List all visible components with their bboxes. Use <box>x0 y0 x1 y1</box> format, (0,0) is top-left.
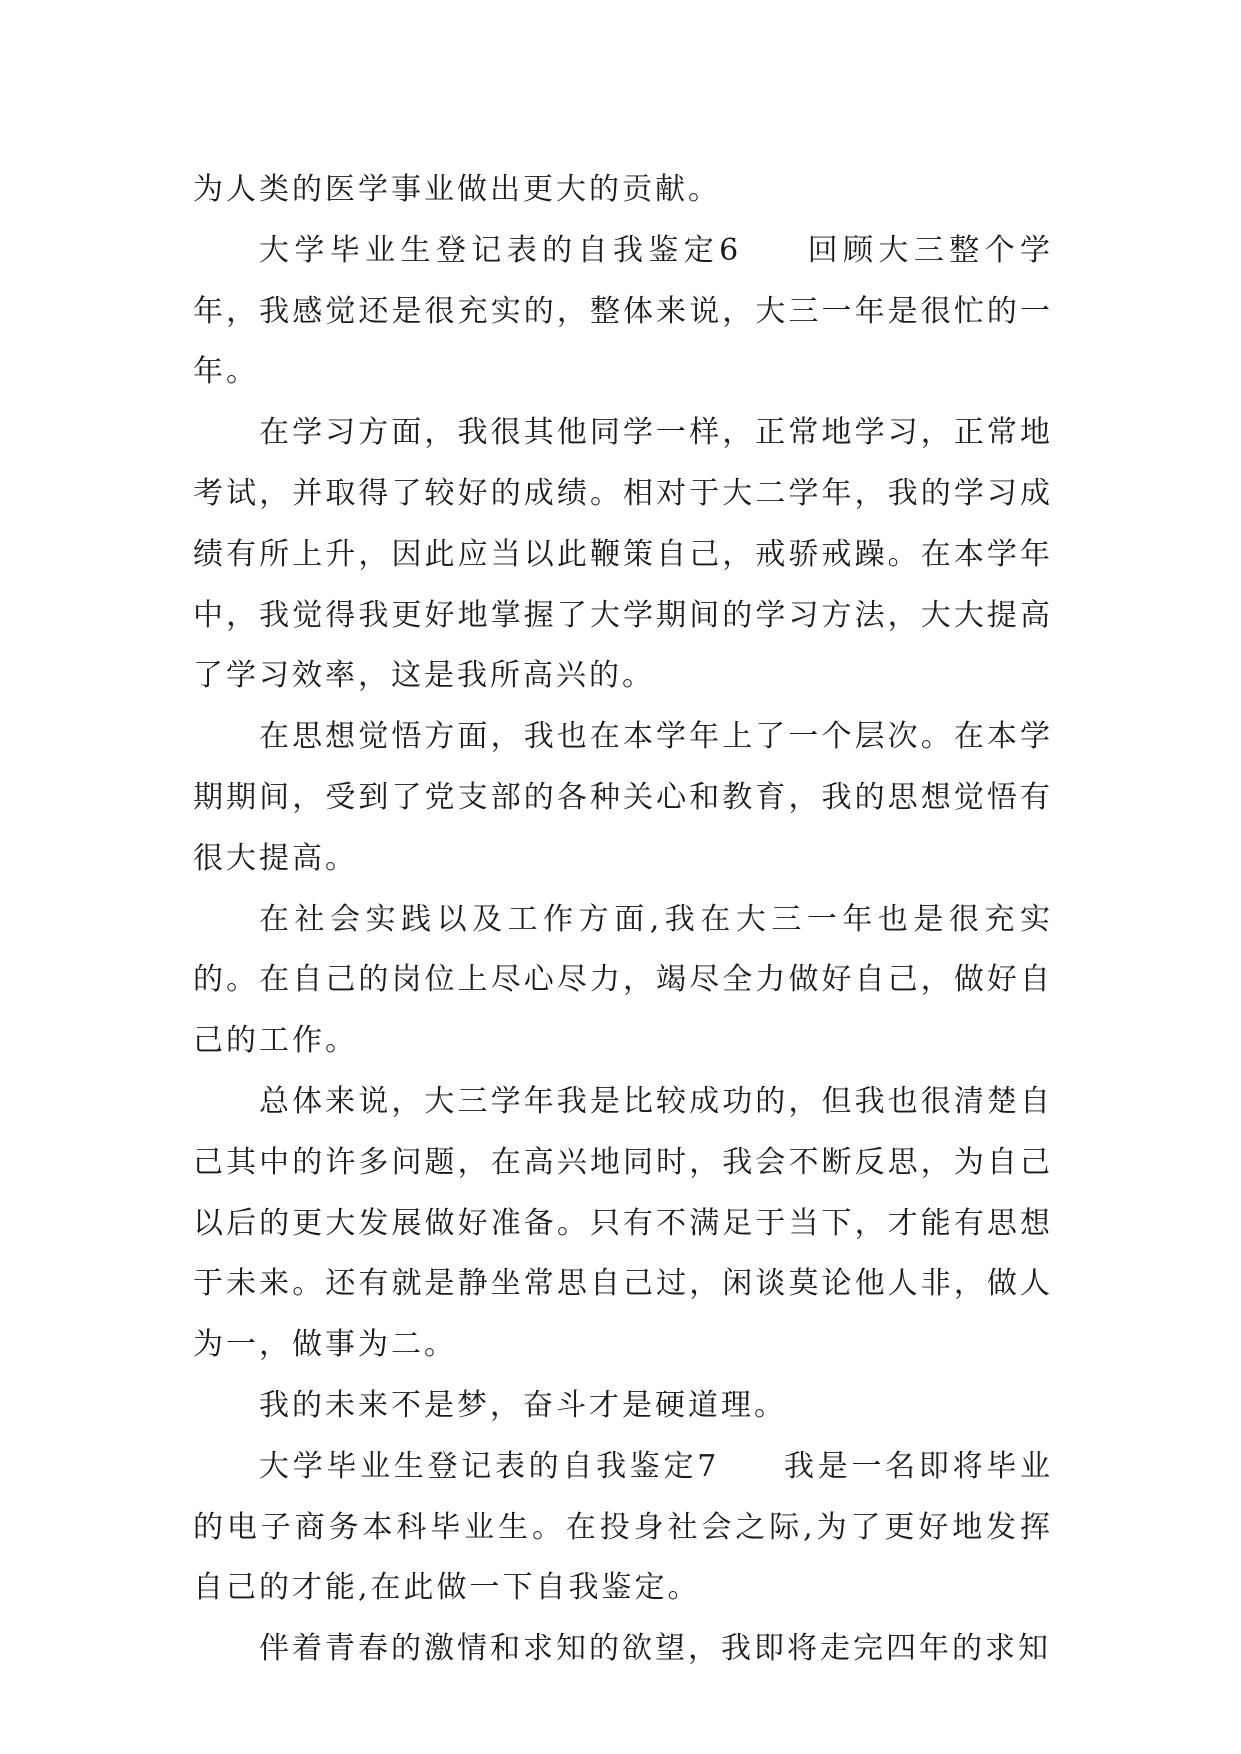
document-body <box>193 160 1053 1680</box>
paragraph-with-heading <box>193 221 1053 403</box>
paragraph <box>193 403 1053 707</box>
paragraph-text: 为人类的医学事业做出更大的贡献。 <box>193 172 721 207</box>
paragraph-text: 我的未来不是梦，奋斗才是硬道理。 <box>259 1387 787 1423</box>
paragraph-text: 伴着青春的激情和求知的欲望，我即将走完四年的求知 <box>259 1631 1051 1667</box>
paragraph-text: 我是一名即将毕业的电子商务本科毕业生。在投身社会之际,为了更好地发挥自己的才能,在此做一下自我鉴定。 <box>193 1448 1054 1606</box>
paragraph-text: 在学习方面，我很其他同学一样，正常地学习，正常地考试，并取得了较好的成绩。相对于大二学年，我的学习成绩有所上升，因此应当以此鞭策自己，戒骄戒躁。在本学年中，我觉得我更好地掌握了大学期间的学习方法，大大提高了学习效率，这是我所高兴的。 <box>193 415 1053 694</box>
paragraph-text: 总体来说，大三学年我是比较成功的，但我也很清楚自己其中的许多问题，在高兴地同时，我会不断反思，为自己以后的更大发展做好准备。只有不满足于当下，才能有思想于未来。还有就是静坐常思自己过，闲谈莫论他人非，做人为一，做事为二。 <box>193 1083 1053 1363</box>
section-heading: 大学毕业生登记表的自我鉴定7 <box>259 1448 720 1484</box>
paragraph <box>193 707 1053 889</box>
paragraph-text: 在思想觉悟方面，我也在本学年上了一个层次。在本学期期间，受到了党支部的各种关心和教育，我的思想觉悟有很大提高。 <box>193 719 1053 876</box>
paragraph <box>193 1072 1053 1376</box>
paragraph-text: 在社会实践以及工作方面,我在大三一年也是很充实的。在自己的岗位上尽心尽力，竭尽全力做好自己，做好自己的工作。 <box>193 901 1053 1059</box>
paragraph <box>193 890 1053 1072</box>
section-heading: 大学毕业生登记表的自我鉴定6 <box>259 232 742 268</box>
paragraph-with-heading <box>193 1437 1053 1619</box>
paragraph <box>193 1619 1053 1680</box>
paragraph <box>193 1376 1053 1437</box>
paragraph-text: 回顾大三整个学年，我感觉还是很充实的，整体来说，大三一年是很忙的一年。 <box>193 232 1054 390</box>
paragraph <box>193 160 1053 221</box>
